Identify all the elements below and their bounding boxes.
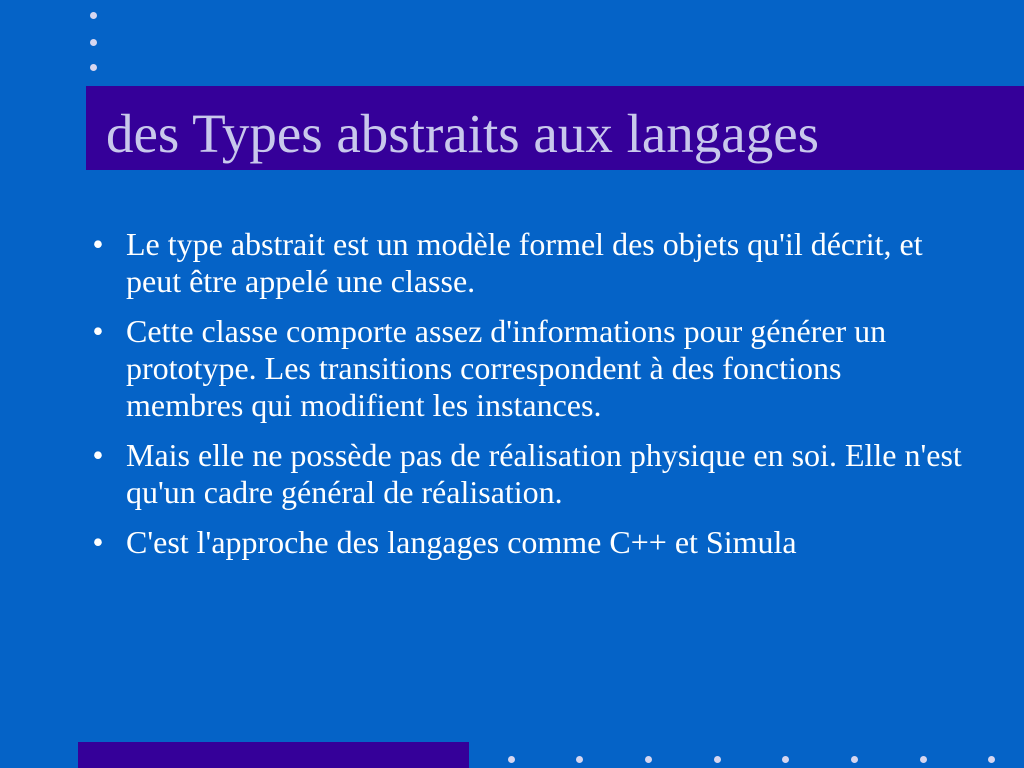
decorative-dot xyxy=(90,64,97,71)
decorative-dot xyxy=(988,756,995,763)
bullet-text: Le type abstrait est un modèle formel des objets qu'il décrit, et peut être appelé une classe. xyxy=(126,226,923,299)
decorative-dot xyxy=(782,756,789,763)
decorative-dot xyxy=(851,756,858,763)
bullet-item xyxy=(86,524,966,561)
bullet-text: Mais elle ne possède pas de réalisation physique en soi. Elle n'est qu'un cadre général de réalisation. xyxy=(126,437,962,510)
bullet-item xyxy=(86,226,966,300)
decorative-dot xyxy=(90,12,97,19)
slide-title: des Types abstraits aux langages xyxy=(106,103,820,164)
decorative-dots-horizontal xyxy=(505,756,1005,764)
bullet-list xyxy=(86,226,966,574)
bottom-band xyxy=(78,742,469,768)
bullet-icon: • xyxy=(92,226,104,262)
decorative-dot xyxy=(645,756,652,763)
bullet-icon: • xyxy=(92,313,104,349)
decorative-dot xyxy=(920,756,927,763)
bullet-text: Cette classe comporte assez d'informations pour générer un prototype. Les transitions correspondent à des fonctions membres qui modifient les instances. xyxy=(126,313,887,423)
bullet-text: C'est l'approche des langages comme C++ et Simula xyxy=(126,524,797,560)
decorative-dot xyxy=(508,756,515,763)
bullet-item xyxy=(86,437,966,511)
decorative-dots-vertical xyxy=(89,10,99,74)
bullet-icon: • xyxy=(92,437,104,473)
decorative-dot xyxy=(90,39,97,46)
bullet-item xyxy=(86,313,966,424)
bullet-icon: • xyxy=(92,524,104,560)
decorative-dot xyxy=(714,756,721,763)
decorative-dot xyxy=(576,756,583,763)
